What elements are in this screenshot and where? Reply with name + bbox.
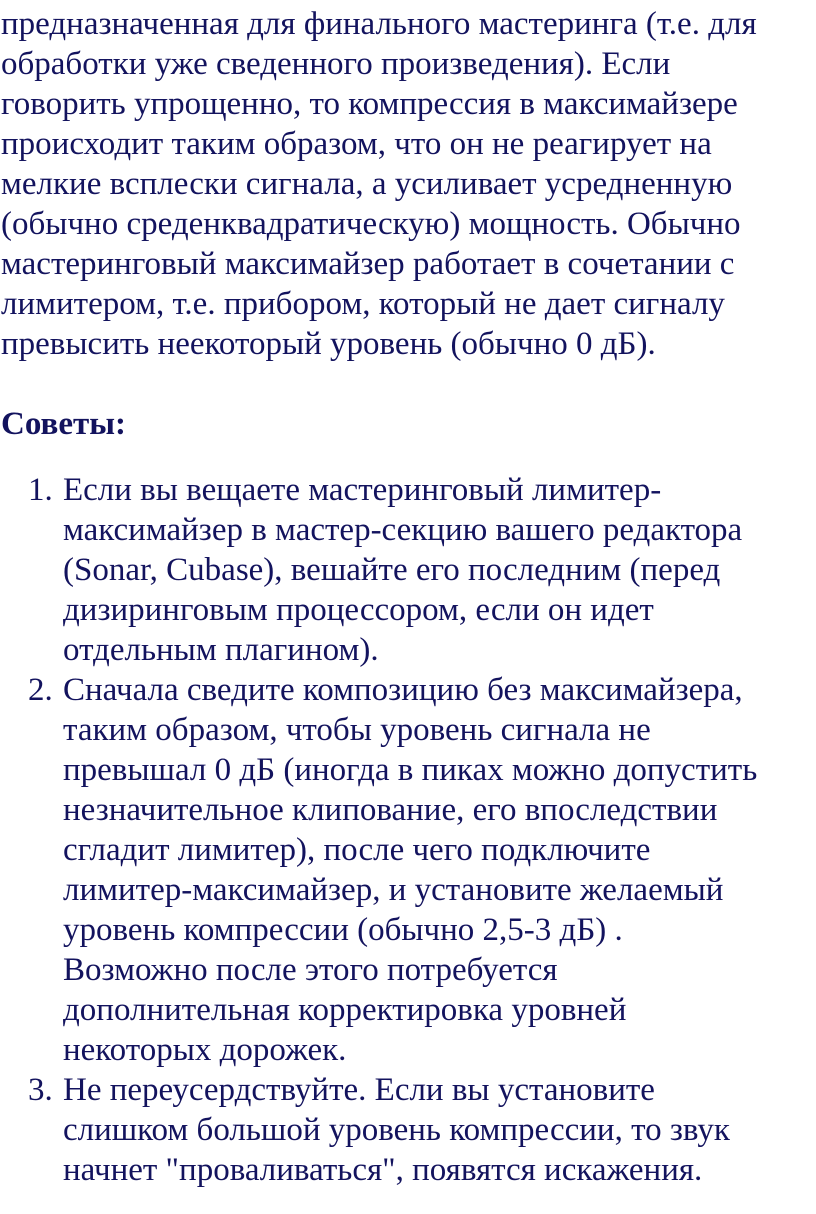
list-item-line: начнет "проваливаться", появятся искажения. [63, 1152, 703, 1188]
paragraph-line: мастеринговый максимайзер работает в сочетании с [1, 246, 735, 282]
list-item-line: сгладит лимитер), после чего подключите [63, 832, 651, 868]
paragraph-line: предназначенная для финального мастеринга (т.е. для [1, 6, 757, 42]
paragraph-line: превысить неекоторый уровень (обычно 0 дБ). [1, 326, 656, 362]
list-item-number: 1. [28, 472, 53, 508]
tips-heading: Советы: [1, 406, 126, 442]
list-item-line: (Sonar, Cubase), вешайте его последним (перед [63, 552, 721, 588]
list-item-line: таким образом, чтобы уровень сигнала не [63, 712, 651, 748]
paragraph-line: мелкие всплески сигнала, а усиливает усредненную [1, 166, 733, 202]
list-item-number: 3. [28, 1072, 53, 1108]
list-item-line: дополнительная корректировка уровней [63, 992, 627, 1028]
list-item-line: Возможно после этого потребуется [63, 952, 558, 988]
list-item-line: максимайзер в мастер-секцию вашего редактора [63, 512, 743, 548]
paragraph-line: говорить упрощенно, то компрессия в максимайзере [1, 86, 738, 122]
list-item-line: лимитер-максимайзер, и установите желаемый [63, 872, 724, 908]
list-item-line: Если вы вещаете мастеринговый лимитер- [63, 472, 662, 508]
list-item-line: Сначала сведите композицию без максимайзера, [63, 672, 743, 708]
list-item-line: уровень компрессии (обычно 2,5-3 дБ) . [63, 912, 623, 948]
list-item-line: слишком большой уровень компрессии, то звук [63, 1112, 730, 1148]
list-item-line: отдельным плагином). [63, 632, 379, 668]
list-item-line: Не переусердствуйте. Если вы установите [63, 1072, 655, 1108]
paragraph-line: происходит таким образом, что он не реагирует на [1, 126, 712, 162]
list-item-line: превышал 0 дБ (иногда в пиках можно допустить [63, 752, 758, 788]
list-item-number: 2. [28, 672, 53, 708]
paragraph-line: обработки уже сведенного произведения). Если [1, 46, 671, 82]
list-item-line: дизиринговым процессором, если он идет [63, 592, 654, 628]
list-item-line: некоторых дорожек. [63, 1032, 347, 1068]
list-item-line: незначительное клипование, его впоследствии [63, 792, 718, 828]
paragraph-line: лимитером, т.е. прибором, который не дает сигналу [1, 286, 725, 322]
paragraph-line: (обычно среденквадратическую) мощность. Обычно [1, 206, 741, 242]
